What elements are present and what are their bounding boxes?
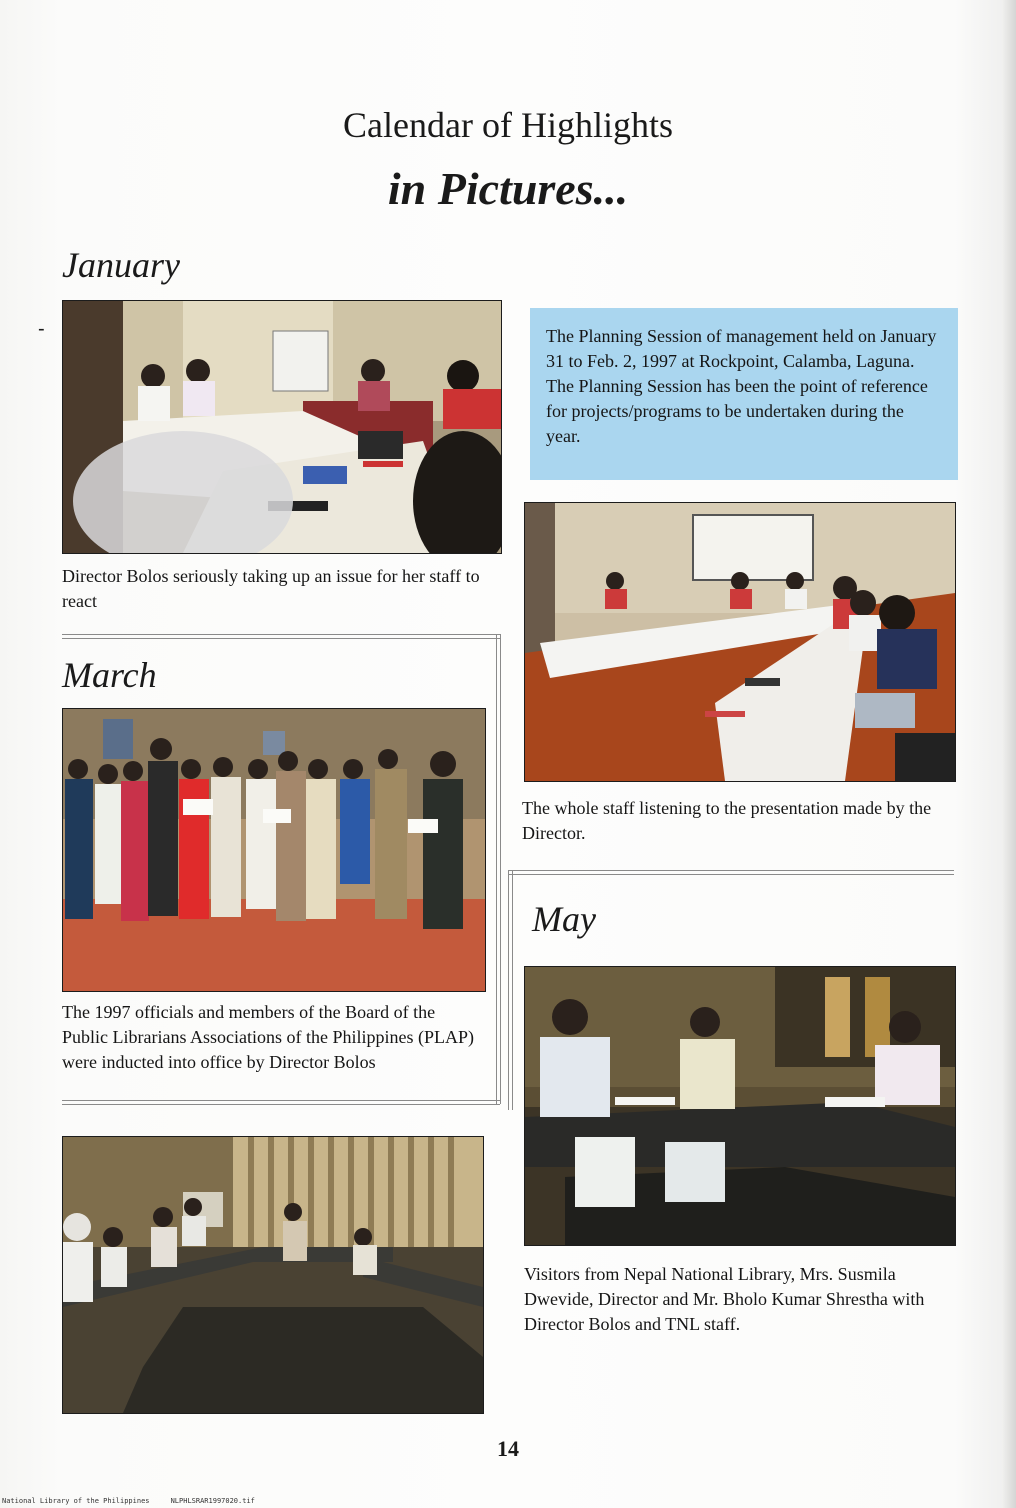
- divider-rule: [508, 870, 954, 875]
- photo-director-meeting: [62, 300, 502, 554]
- margin-mark: -: [38, 318, 45, 340]
- photo-whole-staff: [524, 502, 956, 782]
- scan-footer: [2, 1497, 255, 1505]
- photo-staff-tables: [62, 1136, 484, 1414]
- divider-rule: [62, 634, 500, 639]
- page-subtitle: in Pictures...: [387, 163, 629, 214]
- caption-may-photo: Visitors from Nepal National Library, Mrs. Susmila Dwevide, Director and Mr. Bholo Kumar Shrestha with Director Bolos and TNL staff.: [524, 1264, 925, 1334]
- photo-plap-induction: [62, 708, 486, 992]
- photo-nepal-visitors: [524, 966, 956, 1246]
- month-heading-may: May: [532, 899, 596, 939]
- divider-vertical-rule: [508, 870, 513, 1110]
- caption-march-photo: The 1997 officials and members of the Board of the Public Librarians Associations of the Philippines (PLAP) were inducted into office by Director Bolos: [62, 1002, 474, 1072]
- caption-january-photo1: Director Bolos seriously taking up an issue for her staff to react: [62, 566, 480, 611]
- footer-library-name: National Library of the Philippines: [2, 1497, 150, 1505]
- planning-session-textbox: The Planning Session of management held on January 31 to Feb. 2, 1997 at Rockpoint, Calamba, Laguna. The Planning Session has been the point of reference for projects/programs to be undertaken during the year.: [530, 308, 958, 480]
- page-number: 14: [497, 1436, 519, 1461]
- footer-file-name: NLPHLSRAR1997020.tif: [170, 1497, 255, 1505]
- month-heading-january: January: [62, 245, 180, 285]
- caption-january-photo2: The whole staff listening to the presentation made by the Director.: [522, 798, 932, 843]
- divider-vertical-rule: [496, 634, 501, 1104]
- divider-rule: [62, 1100, 500, 1105]
- page-spine-shadow: [1002, 0, 1016, 1508]
- page-title: Calendar of Highlights: [343, 105, 673, 145]
- month-heading-march: March: [62, 655, 157, 695]
